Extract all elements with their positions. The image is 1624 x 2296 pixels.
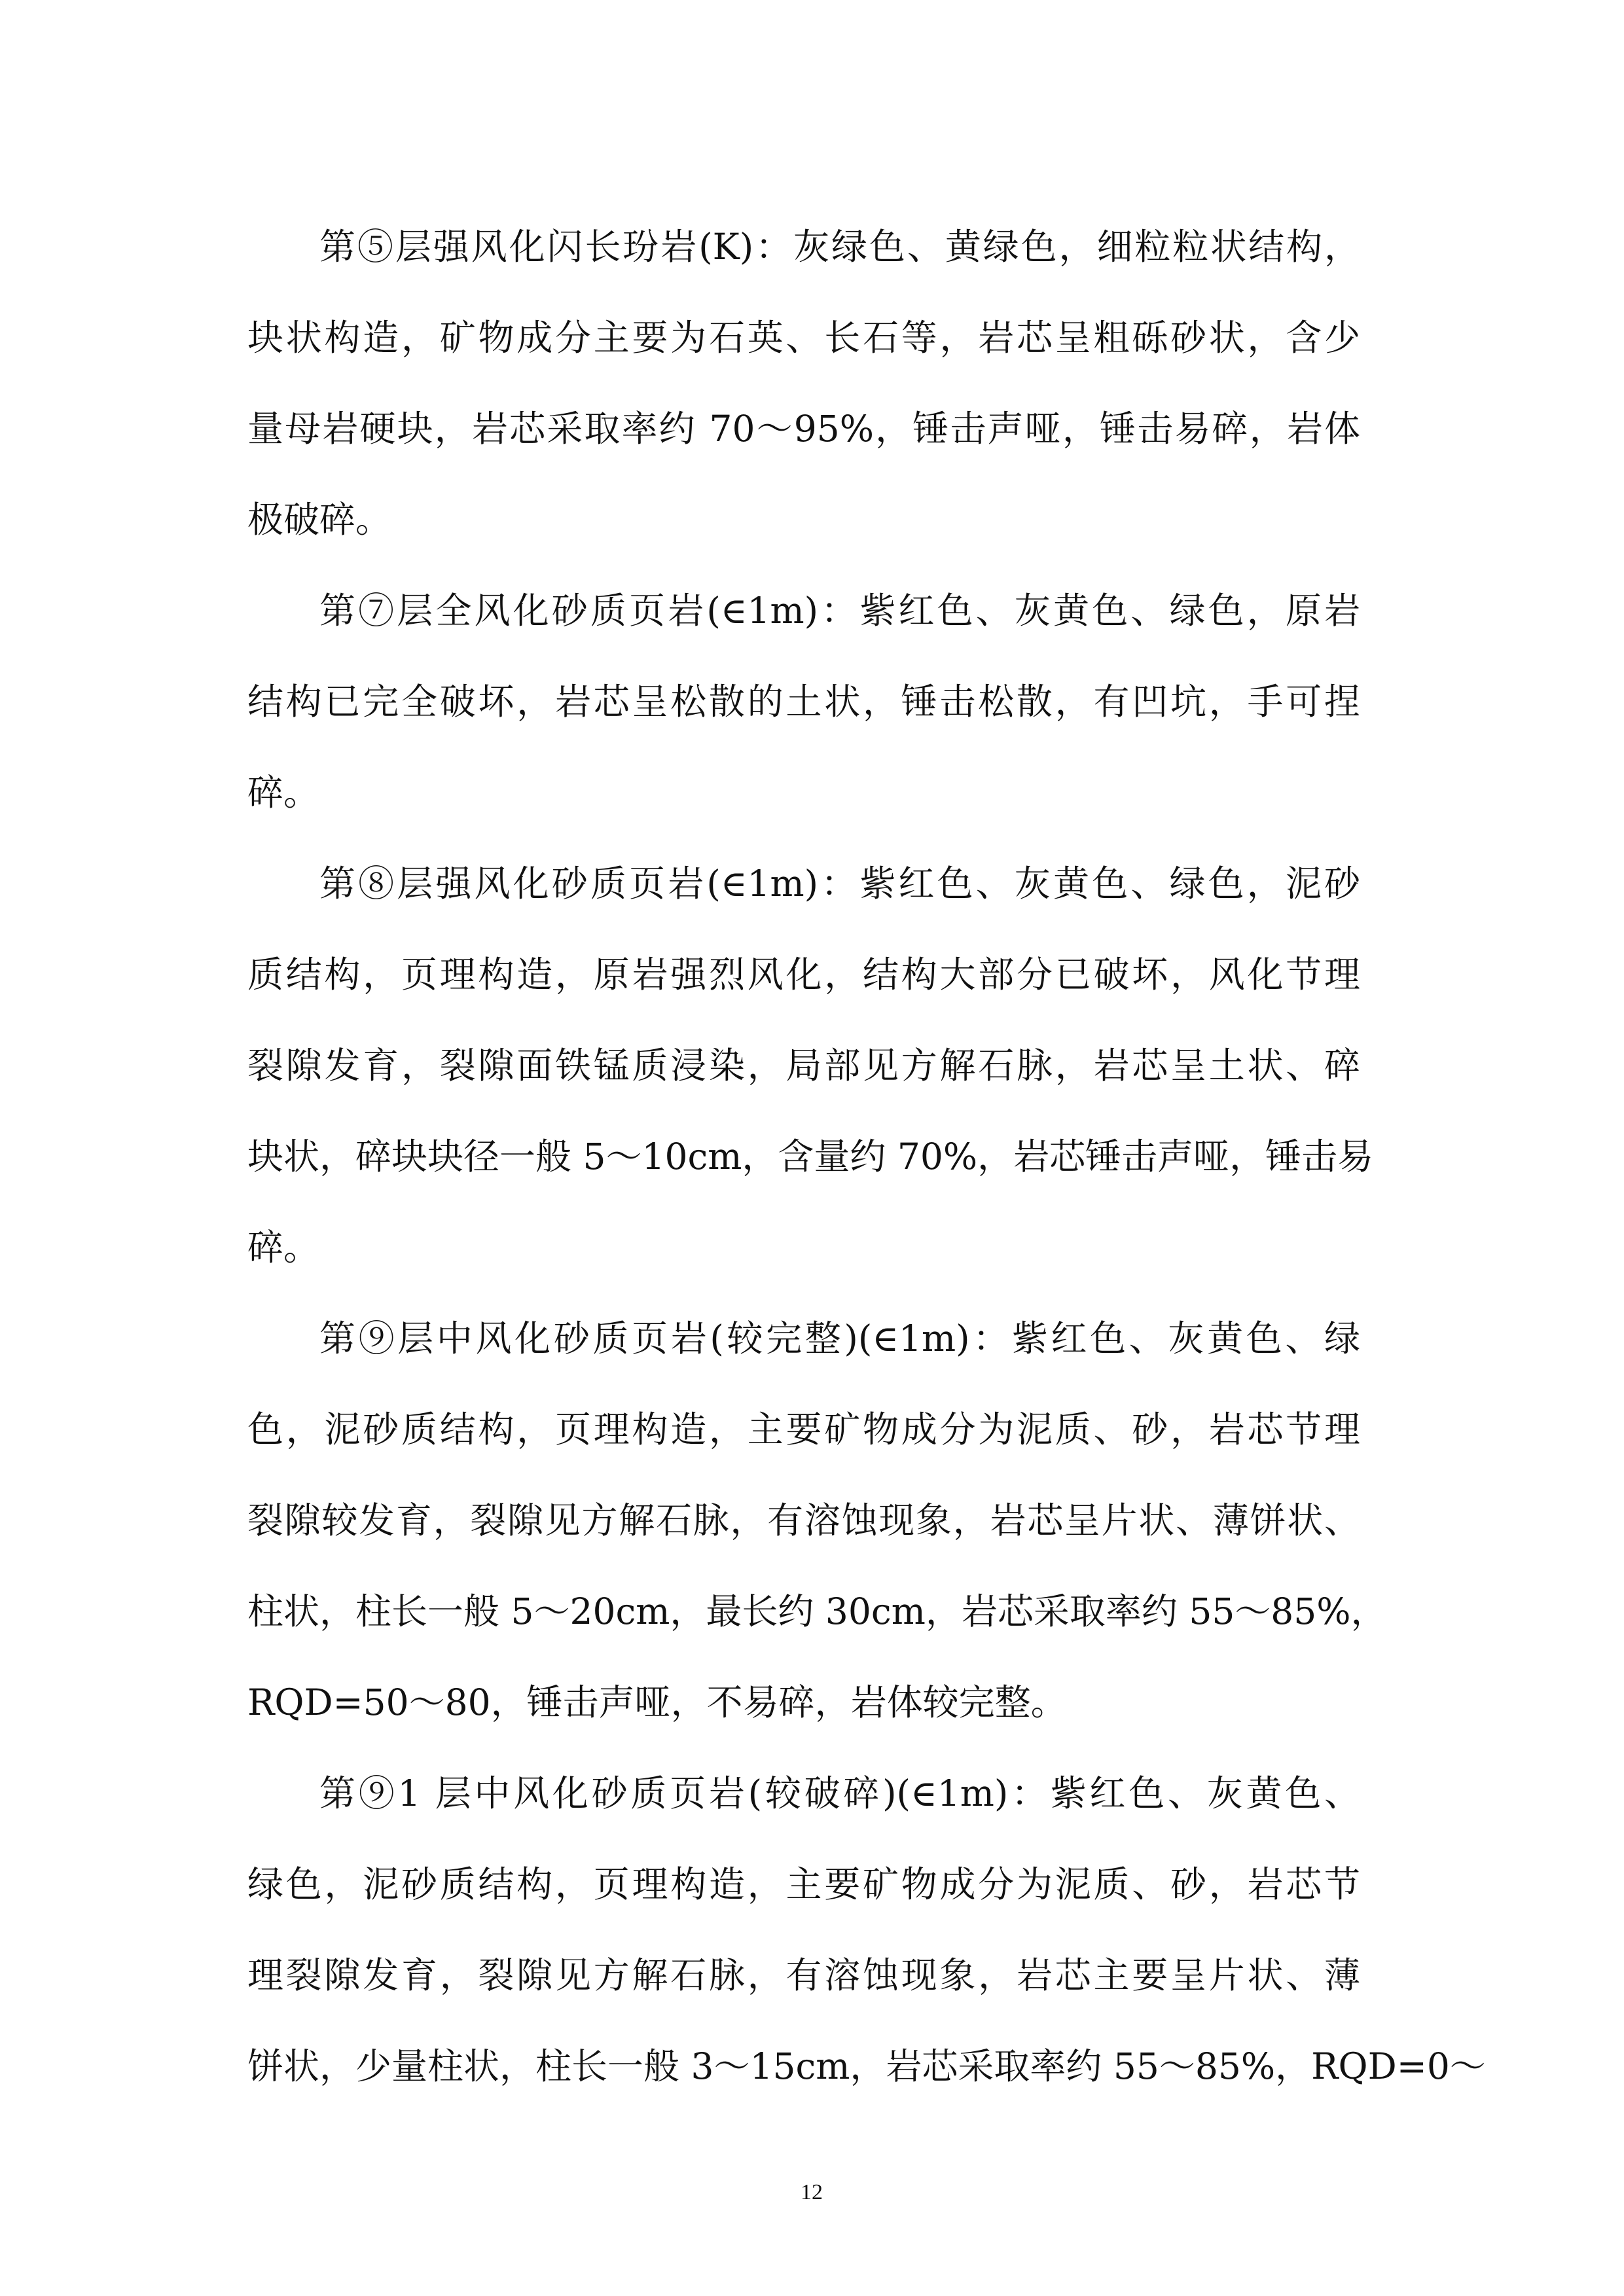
paragraph-line: 理裂隙发育，裂隙见方解石脉，有溶蚀现象，岩芯主要呈片状、薄 (247, 1954, 1360, 1996)
paragraph-line: 裂隙较发育，裂隙见方解石脉，有溶蚀现象，岩芯呈片状、薄饼状、 (247, 1499, 1360, 1541)
paragraph-line: 第⑨层中风化砂质页岩(较完整)(∈1m)：紫红色、灰黄色、绿 (319, 1318, 1360, 1359)
paragraph-line: 第⑧层强风化砂质页岩(∈1m)：紫红色、灰黄色、绿色，泥砂 (319, 863, 1360, 905)
paragraph-line: 饼状，少量柱状，柱长一般 3～15cm，岩芯采取率约 55～85%，RQD=0～ (247, 2045, 1486, 2087)
paragraph-line: 质结构，页理构造，原岩强烈风化，结构大部分已破坏，风化节理 (247, 954, 1360, 996)
paragraph-line: 极破碎。 (247, 499, 392, 541)
paragraph-line: 裂隙发育，裂隙面铁锰质浸染，局部见方解石脉，岩芯呈土状、碎 (247, 1045, 1360, 1086)
paragraph-line: RQD=50～80，锤击声哑，不易碎，岩体较完整。 (247, 1681, 1067, 1723)
paragraph-line: 结构已完全破坏，岩芯呈松散的土状，锤击松散，有凹坑，手可捏 (247, 681, 1360, 723)
paragraph-line: 块状，碎块块径一般 5～10cm，含量约 70%，岩芯锤击声哑，锤击易 (247, 1136, 1374, 1177)
paragraph-line: 第⑨1 层中风化砂质页岩(较破碎)(∈1m)：紫红色、灰黄色、 (319, 1772, 1360, 1814)
paragraph-line: 碎。 (247, 772, 320, 814)
paragraph-line: 绿色，泥砂质结构，页理构造，主要矿物成分为泥质、砂，岩芯节 (247, 1863, 1360, 1905)
paragraph-line: 柱状，柱长一般 5～20cm，最长约 30cm，岩芯采取率约 55～85%， (247, 1590, 1387, 1632)
paragraph-line: 块状构造，矿物成分主要为石英、长石等，岩芯呈粗砾砂状，含少 (247, 317, 1360, 359)
paragraph-line: 量母岩硬块，岩芯采取率约 70～95%，锤击声哑，锤击易碎，岩体 (247, 408, 1360, 450)
paragraph-line: 色，泥砂质结构，页理构造，主要矿物成分为泥质、砂，岩芯节理 (247, 1408, 1360, 1450)
paragraph-line: 第⑦层全风化砂质页岩(∈1m)：紫红色、灰黄色、绿色，原岩 (319, 590, 1360, 632)
paragraph-line: 第⑤层强风化闪长玢岩(K)：灰绿色、黄绿色，细粒粒状结构， (319, 226, 1360, 268)
paragraph-line: 碎。 (247, 1227, 320, 1268)
page-number: 12 (801, 2180, 823, 2204)
